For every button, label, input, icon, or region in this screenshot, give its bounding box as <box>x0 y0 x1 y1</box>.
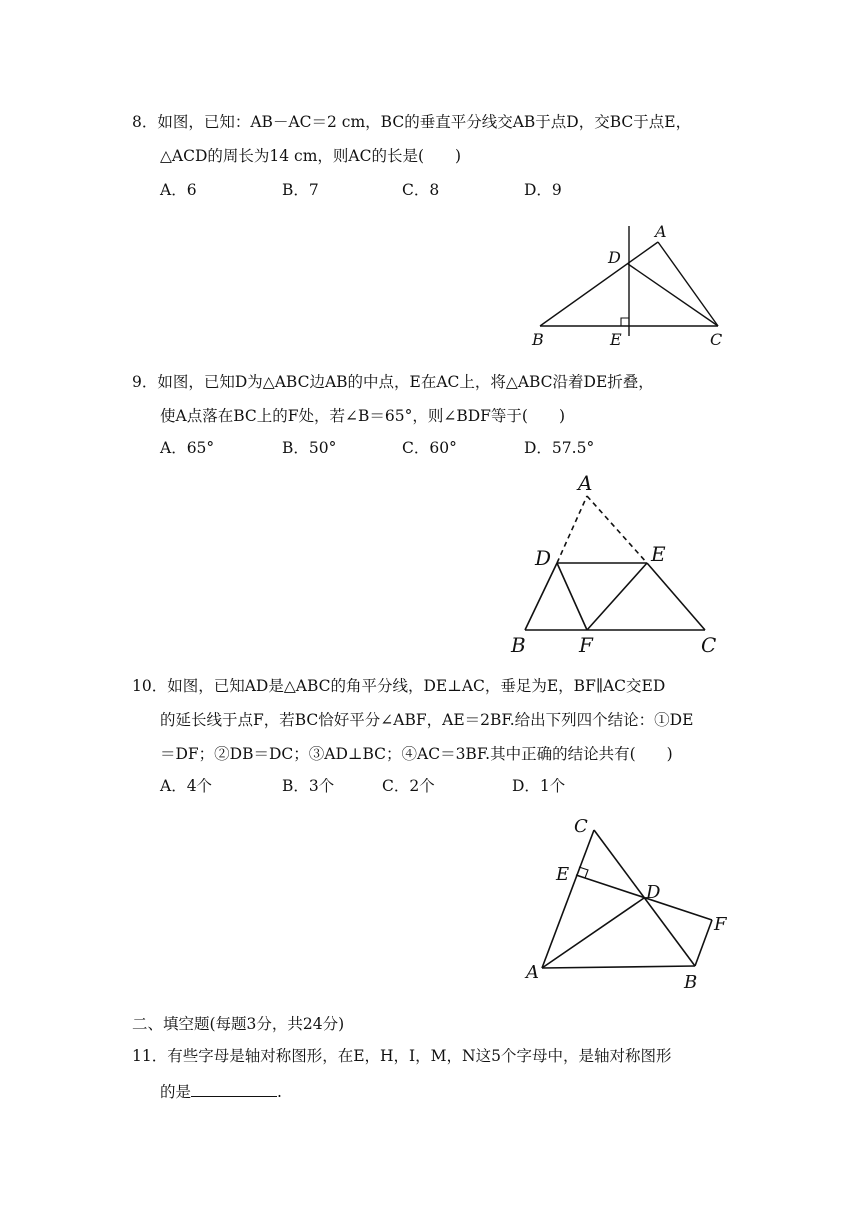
q8-label-a: A <box>655 222 667 241</box>
q8-option-a: A．6 <box>160 181 197 199</box>
q8-option-c: C．8 <box>402 181 440 199</box>
q10-label-c: C <box>574 816 588 837</box>
q9-text-line1: 9．如图，已知D为△ABC边AB的中点，E在AC上，将△ABC沿着DE折叠， <box>132 373 654 391</box>
q10-segment-ad <box>542 898 644 968</box>
q10-label-d: D <box>646 882 661 903</box>
q8-label-c: C <box>710 330 723 349</box>
q8-label-b: B <box>532 330 544 349</box>
q10-text-line1: 10．如图，已知AD是△ABC的角平分线，DE⊥AC，垂足为E，BF∥AC交ED <box>132 677 666 695</box>
q9-segment-ec <box>647 563 705 630</box>
q9-label-d: D <box>535 546 552 570</box>
q8-segment-dc <box>628 264 718 326</box>
q11-suffix: . <box>277 1083 282 1101</box>
q10-label-f: F <box>714 914 727 935</box>
q9-dashed-da <box>557 496 587 563</box>
q9-option-c: C．60° <box>402 439 457 457</box>
q10-segment-ef <box>576 875 712 920</box>
q8-option-b: B．7 <box>282 181 319 199</box>
q8-figure <box>528 218 728 353</box>
q8-segment-ba <box>540 242 658 326</box>
q8-label-d: D <box>608 248 621 267</box>
q10-segment-ca <box>542 830 594 968</box>
q8-segment-ac <box>658 242 718 326</box>
q9-label-c: C <box>701 633 717 657</box>
q8-label-e: E <box>610 330 622 349</box>
q10-option-c: C．2个 <box>382 777 435 795</box>
q10-segment-fb <box>695 920 712 966</box>
q9-label-f: F <box>579 633 593 657</box>
q10-option-b: B．3个 <box>282 777 335 795</box>
q9-segment-bd <box>525 563 557 630</box>
q9-option-a: A．65° <box>160 439 215 457</box>
q9-segment-fe <box>587 563 647 630</box>
section-heading-fill-in: 二、填空题(每题3分，共24分) <box>132 1015 345 1033</box>
q9-text-line2: 使A点落在BC上的F处，若∠B＝65°，则∠BDF等于( ) <box>160 407 565 425</box>
q10-option-a: A．4个 <box>160 777 213 795</box>
q10-option-d: D．1个 <box>512 777 566 795</box>
q11-text-line2 <box>160 1082 282 1102</box>
q10-text-line2: 的延长线于点F，若BC恰好平分∠ABF，AE＝2BF.给出下列四个结论：①DE <box>160 711 694 729</box>
q11-answer-blank[interactable] <box>191 1082 277 1097</box>
q9-label-b: B <box>511 633 526 657</box>
q11-prefix: 的是 <box>160 1083 192 1101</box>
q9-option-d: D．57.5° <box>524 439 595 457</box>
q9-figure <box>505 468 735 658</box>
q9-option-b: B．50° <box>282 439 337 457</box>
q8-text-line1: 8．如图，已知：AB－AC＝2 cm，BC的垂直平分线交AB于点D，交BC于点E， <box>132 113 692 131</box>
q10-label-a: A <box>526 962 539 983</box>
q10-label-b: B <box>684 972 698 993</box>
q8-option-d: D．9 <box>524 181 562 199</box>
q10-segment-ab <box>542 966 695 968</box>
q11-text-line1: 11．有些字母是轴对称图形，在E，H，I，M，N这5个字母中，是轴对称图形 <box>132 1047 672 1065</box>
q9-dashed-ae <box>587 496 647 563</box>
q10-text-line3: ＝DF；②DB＝DC；③AD⊥BC；④AC＝3BF.其中正确的结论共有( ) <box>160 745 673 763</box>
q9-label-a: A <box>578 471 593 495</box>
q8-right-angle-mark <box>621 318 629 326</box>
q8-text-line2: △ACD的周长为14 cm，则AC的长是( ) <box>160 147 462 165</box>
q10-figure <box>522 812 737 997</box>
q10-label-e: E <box>556 864 570 885</box>
q9-segment-df <box>557 563 587 630</box>
q9-label-e: E <box>651 542 666 566</box>
